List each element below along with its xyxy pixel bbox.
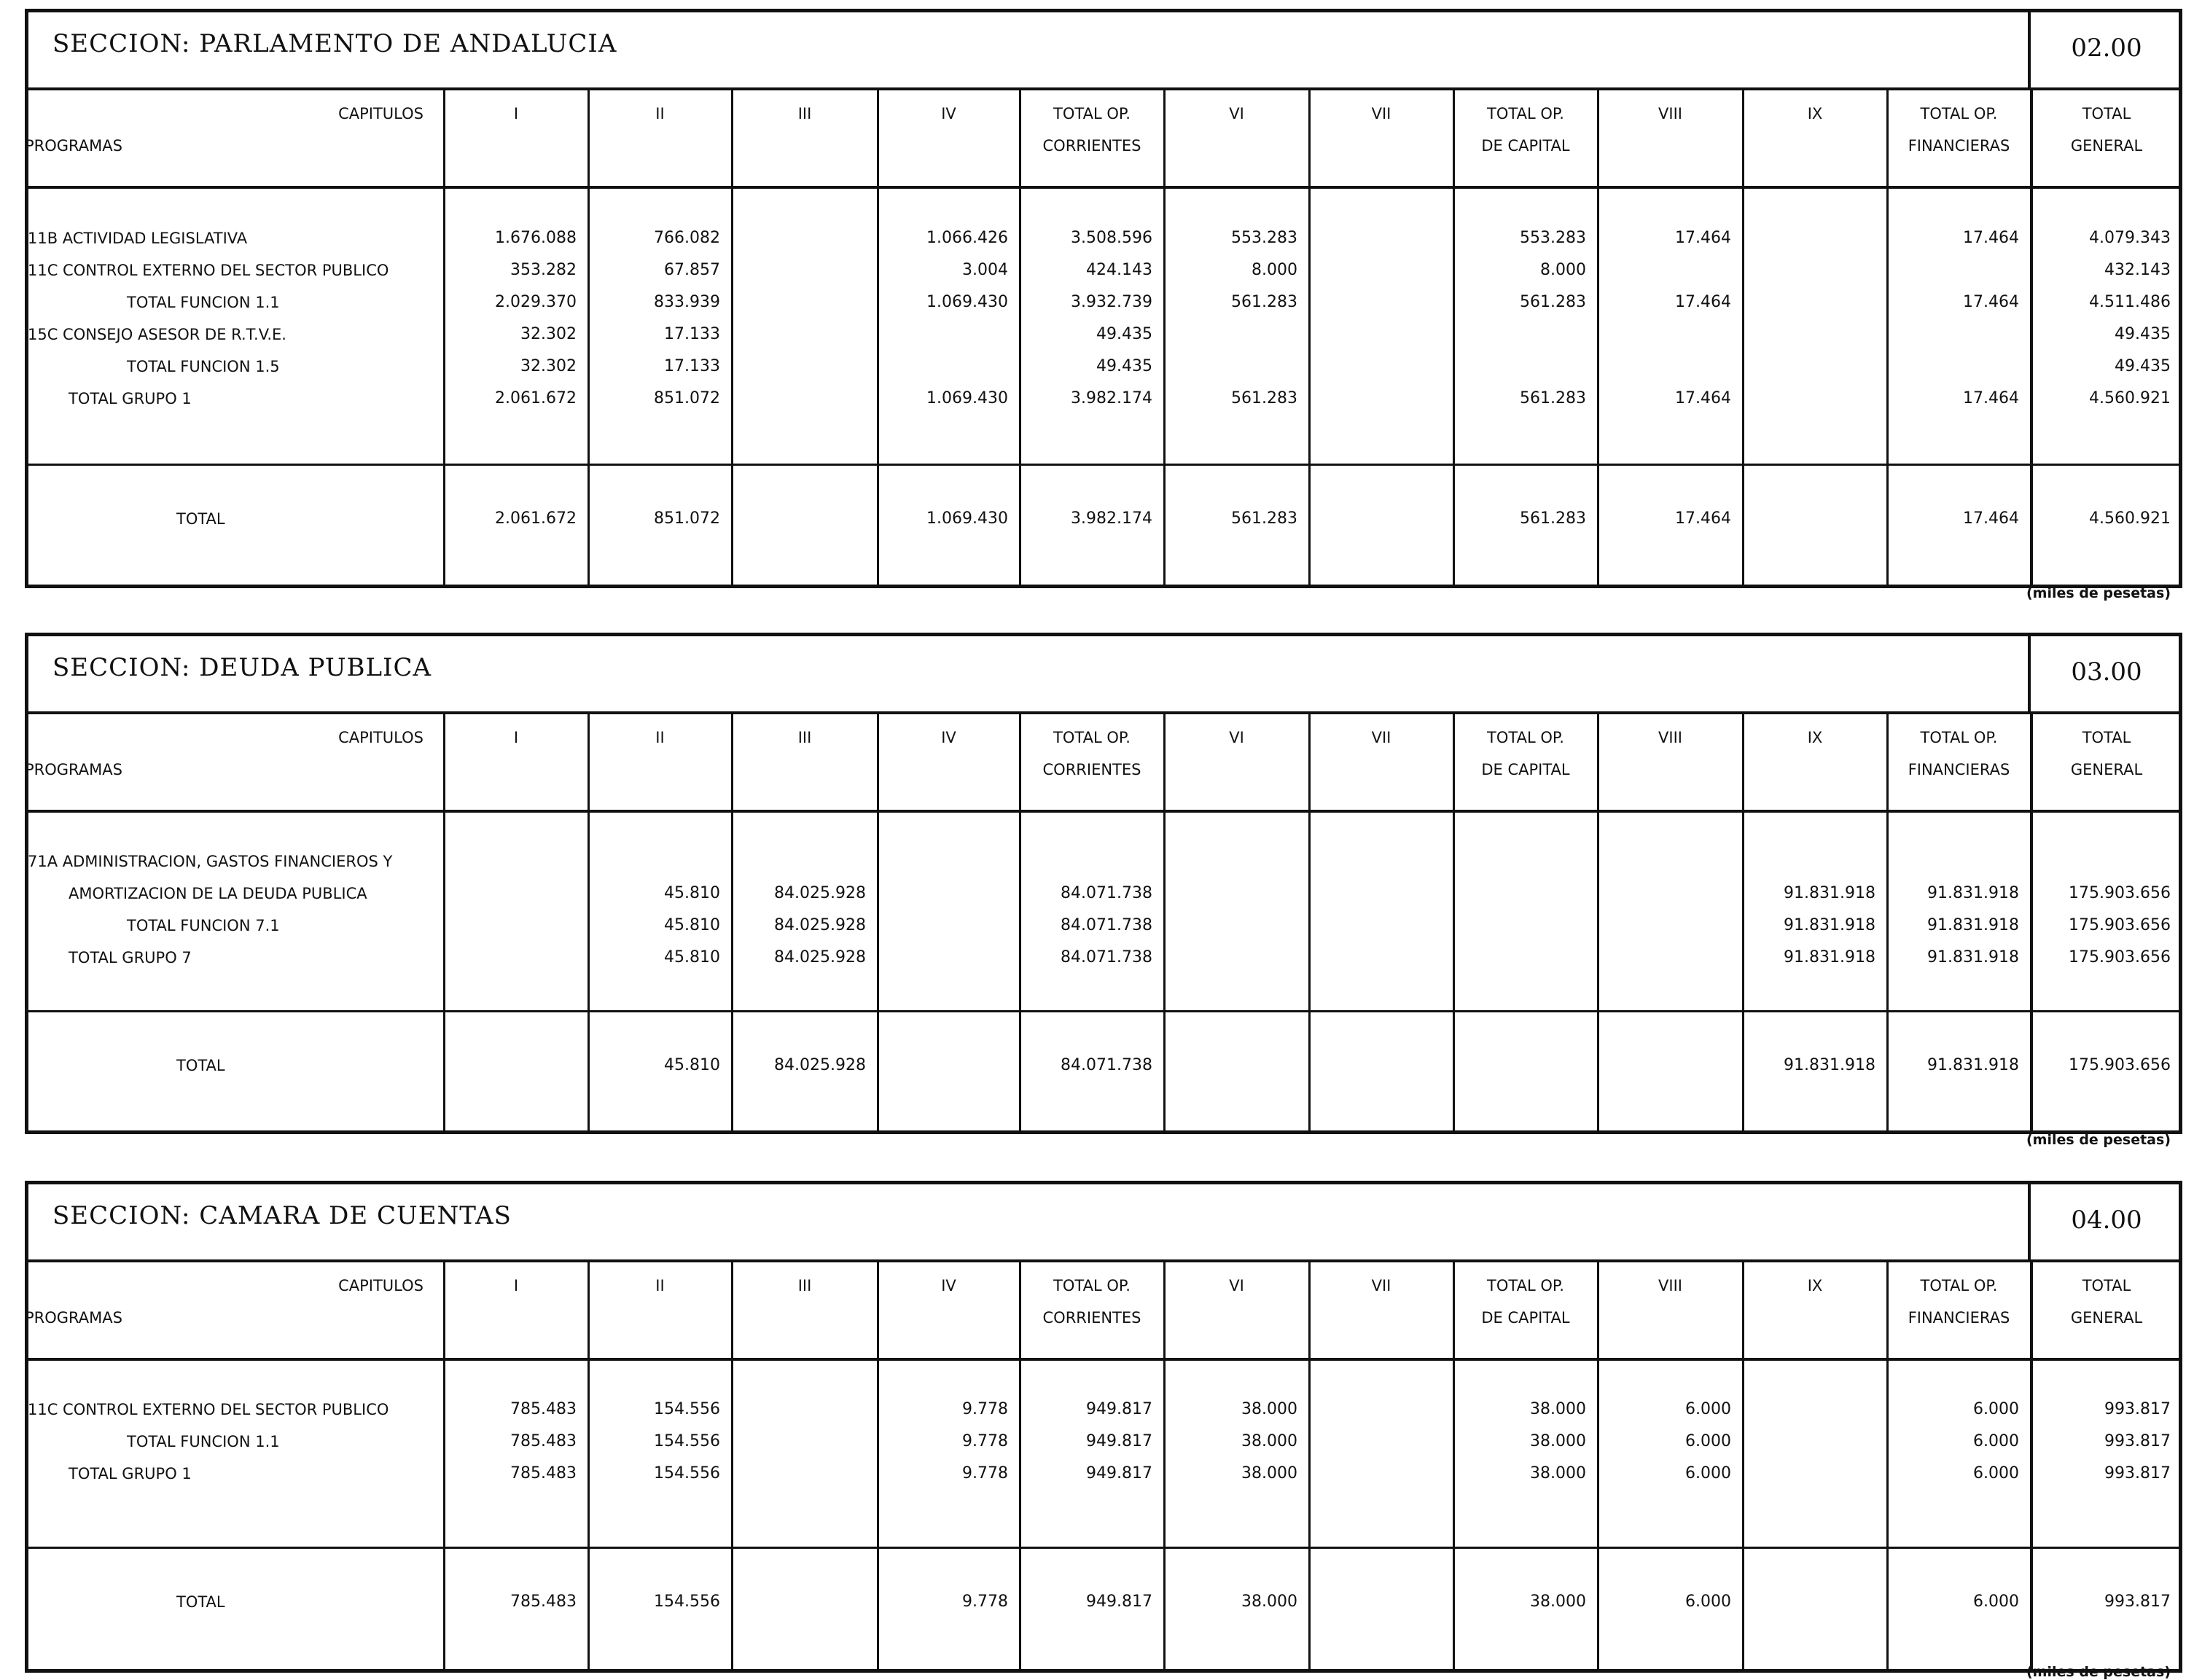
column-header-line: VII <box>1371 1277 1391 1294</box>
value-cell: 785.483 <box>510 1464 577 1482</box>
value-cell: 9.778 <box>962 1400 1008 1418</box>
value-cell: 6.000 <box>1973 1400 2019 1418</box>
value-cell: 49.435 <box>2115 357 2171 375</box>
total-value-cell: 6.000 <box>1973 1593 2019 1611</box>
column-header-line: II <box>655 105 665 122</box>
value-cell: 2.061.672 <box>495 389 577 407</box>
total-row <box>25 1586 2182 1618</box>
column-header-line: TOTAL OP. <box>1053 729 1131 746</box>
total-value-cell: 785.483 <box>510 1593 577 1611</box>
value-cell: 84.025.928 <box>774 916 866 934</box>
section-title: SECCION: PARLAMENTO DE ANDALUCIA <box>52 29 617 58</box>
program-label: TOTAL GRUPO 1 <box>69 1465 192 1482</box>
value-cell: 17.464 <box>1963 389 2019 407</box>
column-header <box>1164 98 1309 130</box>
column-header <box>1598 722 1743 754</box>
value-cell: 175.903.656 <box>2069 884 2171 902</box>
column-header <box>444 1270 588 1302</box>
value-cell: 17.464 <box>1963 229 2019 247</box>
value-cell: 17.464 <box>1675 229 1731 247</box>
value-cell: 32.302 <box>520 357 577 375</box>
program-label: TOTAL GRUPO 1 <box>69 390 192 407</box>
total-separator <box>25 464 2182 466</box>
program-label: TOTAL FUNCION 1.1 <box>127 294 280 311</box>
column-header <box>588 98 732 130</box>
total-value-cell: 45.810 <box>664 1056 720 1074</box>
column-header-line: CORRIENTES <box>1042 761 1141 778</box>
section-header <box>25 9 2182 90</box>
capitulos-label <box>25 98 423 130</box>
value-cell: 8.000 <box>1252 261 1297 279</box>
column-header <box>1743 98 1887 130</box>
value-cell: 561.283 <box>1231 389 1297 407</box>
value-cell: 993.817 <box>2104 1464 2171 1482</box>
column-header-line: TOTAL OP. <box>1487 729 1564 746</box>
column-header-line: TOTAL <box>2082 105 2131 122</box>
value-cell: 17.464 <box>1675 389 1731 407</box>
column-header-line: VI <box>1229 729 1244 746</box>
value-cell: 17.133 <box>664 325 720 343</box>
column-header-line: TOTAL OP. <box>1920 1277 1998 1294</box>
value-cell: 3.932.739 <box>1071 293 1152 311</box>
unit-note: (miles de pesetas) <box>2026 585 2171 601</box>
value-cell: 4.560.921 <box>2089 389 2171 407</box>
value-cell: 553.283 <box>1231 229 1297 247</box>
value-cell: 6.000 <box>1973 1464 2019 1482</box>
column-header-line: VII <box>1371 729 1391 746</box>
total-value-cell: 993.817 <box>2104 1593 2171 1611</box>
column-header <box>732 98 878 130</box>
value-cell: 154.556 <box>654 1432 720 1450</box>
column-header-line: GENERAL <box>2070 761 2143 778</box>
total-value-cell: 4.560.921 <box>2089 509 2171 528</box>
total-separator <box>25 1547 2182 1549</box>
column-header <box>2031 98 2182 162</box>
column-header-line: VIII <box>1658 729 1682 746</box>
section-header <box>25 633 2182 714</box>
table-row <box>25 942 2182 974</box>
section-title: SECCION: DEUDA PUBLICA <box>52 653 432 682</box>
total-row <box>25 503 2182 535</box>
value-cell: 84.025.928 <box>774 948 866 966</box>
column-header-line: III <box>797 105 812 122</box>
value-cell: 45.810 <box>664 948 720 966</box>
table-row <box>25 383 2182 415</box>
unit-note: (miles de pesetas) <box>2026 1132 2171 1148</box>
value-cell: 1.069.430 <box>926 293 1008 311</box>
value-cell: 38.000 <box>1530 1432 1586 1450</box>
table-row <box>25 351 2182 383</box>
section-code: 03.00 <box>2028 633 2182 711</box>
column-header <box>588 1270 732 1302</box>
table-row <box>25 1458 2182 1490</box>
value-cell: 6.000 <box>1685 1400 1731 1418</box>
value-cell: 175.903.656 <box>2069 916 2171 934</box>
section-code: 04.00 <box>2028 1181 2182 1259</box>
column-header <box>1164 1270 1309 1302</box>
column-header <box>732 1270 878 1302</box>
total-value-cell: 2.061.672 <box>495 509 577 528</box>
column-header-line: FINANCIERAS <box>1908 761 2010 778</box>
column-header <box>1020 722 1164 786</box>
value-cell: 561.283 <box>1520 389 1586 407</box>
column-header <box>878 1270 1020 1302</box>
column-header-line: VI <box>1229 105 1244 122</box>
value-cell: 84.071.738 <box>1061 948 1152 966</box>
column-header <box>1598 1270 1743 1302</box>
column-header-row <box>25 711 2182 813</box>
unit-note: (miles de pesetas) <box>2026 1664 2171 1680</box>
table-row <box>25 1394 2182 1426</box>
column-header <box>1453 722 1598 786</box>
total-value-cell: 91.831.918 <box>1784 1056 1875 1074</box>
value-cell: 9.778 <box>962 1432 1008 1450</box>
budget-section <box>25 9 2182 588</box>
program-label: 11B ACTIVIDAD LEGISLATIVA <box>28 230 248 247</box>
value-cell: 1.066.426 <box>926 229 1008 247</box>
column-header-line: VIII <box>1658 105 1682 122</box>
value-cell: 91.831.918 <box>1784 884 1875 902</box>
column-header-line: TOTAL <box>2082 729 2131 746</box>
value-cell: 432.143 <box>2104 261 2171 279</box>
value-cell: 45.810 <box>664 884 720 902</box>
column-header-line: DE CAPITAL <box>1481 1309 1570 1327</box>
column-header-line: I <box>513 1277 519 1294</box>
value-cell: 49.435 <box>2115 325 2171 343</box>
value-cell: 785.483 <box>510 1400 577 1418</box>
column-header-line: I <box>513 729 519 746</box>
column-header-line: TOTAL OP. <box>1487 1277 1564 1294</box>
value-cell: 1.069.430 <box>926 389 1008 407</box>
program-label: TOTAL FUNCION 7.1 <box>127 917 280 934</box>
total-value-cell: 561.283 <box>1520 509 1586 528</box>
total-value-cell: 9.778 <box>962 1593 1008 1611</box>
section-title: SECCION: CAMARA DE CUENTAS <box>52 1201 512 1230</box>
table-row <box>25 910 2182 942</box>
total-value-cell: 6.000 <box>1685 1593 1731 1611</box>
column-header <box>1453 1270 1598 1334</box>
column-header <box>1020 98 1164 162</box>
programas-label <box>25 130 122 162</box>
table-row <box>25 319 2182 351</box>
column-header <box>1887 1270 2031 1334</box>
value-cell: 6.000 <box>1685 1432 1731 1450</box>
value-cell: 424.143 <box>1086 261 1152 279</box>
column-header-line: TOTAL OP. <box>1920 729 1998 746</box>
column-header <box>1309 722 1453 754</box>
capitulos-text: CAPITULOS <box>338 729 423 746</box>
total-value-cell: 91.831.918 <box>1927 1056 2019 1074</box>
value-cell: 38.000 <box>1530 1400 1586 1418</box>
value-cell: 8.000 <box>1540 261 1586 279</box>
total-label: TOTAL <box>176 510 225 528</box>
table-row <box>25 286 2182 319</box>
total-separator <box>25 1010 2182 1012</box>
value-cell: 91.831.918 <box>1927 916 2019 934</box>
table-row <box>25 878 2182 910</box>
column-header-line: III <box>797 729 812 746</box>
column-header-line: FINANCIERAS <box>1908 1309 2010 1327</box>
table-row <box>25 222 2182 254</box>
value-cell: 67.857 <box>664 261 720 279</box>
value-cell: 38.000 <box>1241 1400 1297 1418</box>
column-header-row <box>25 1259 2182 1361</box>
column-header-line: GENERAL <box>2070 137 2143 155</box>
value-cell: 4.511.486 <box>2089 293 2171 311</box>
column-header-line: II <box>655 1277 665 1294</box>
total-value-cell: 1.069.430 <box>926 509 1008 528</box>
value-cell: 91.831.918 <box>1927 884 2019 902</box>
budget-section <box>25 1181 2182 1673</box>
column-header <box>1887 98 2031 162</box>
value-cell: 84.071.738 <box>1061 916 1152 934</box>
value-cell: 91.831.918 <box>1784 916 1875 934</box>
column-header-line: VIII <box>1658 1277 1682 1294</box>
program-label: TOTAL GRUPO 7 <box>69 949 192 966</box>
column-header <box>878 722 1020 754</box>
total-value-cell: 84.071.738 <box>1061 1056 1152 1074</box>
value-cell: 3.508.596 <box>1071 229 1152 247</box>
column-header-line: TOTAL OP. <box>1920 105 1998 122</box>
program-label: 11C CONTROL EXTERNO DEL SECTOR PUBLICO <box>28 1401 389 1418</box>
programas-label <box>25 754 122 786</box>
column-header <box>1453 98 1598 162</box>
column-header-line: TOTAL OP. <box>1487 105 1564 122</box>
total-value-cell: 949.817 <box>1086 1593 1152 1611</box>
column-header-line: IX <box>1807 729 1823 746</box>
value-cell: 4.079.343 <box>2089 229 2171 247</box>
column-header-line: IV <box>941 105 956 122</box>
value-cell: 32.302 <box>520 325 577 343</box>
column-header <box>1743 722 1887 754</box>
value-cell: 17.464 <box>1963 293 2019 311</box>
value-cell: 1.676.088 <box>495 229 577 247</box>
value-cell: 949.817 <box>1086 1400 1152 1418</box>
capitulos-text: CAPITULOS <box>338 105 423 122</box>
section-header <box>25 1181 2182 1262</box>
total-value-cell: 154.556 <box>654 1593 720 1611</box>
column-header-line: VII <box>1371 105 1391 122</box>
value-cell: 84.025.928 <box>774 884 866 902</box>
column-header <box>878 98 1020 130</box>
total-value-cell: 851.072 <box>654 509 720 528</box>
value-cell: 3.982.174 <box>1071 389 1152 407</box>
column-header <box>1020 1270 1164 1334</box>
total-value-cell: 38.000 <box>1241 1593 1297 1611</box>
value-cell: 766.082 <box>654 229 720 247</box>
value-cell: 45.810 <box>664 916 720 934</box>
value-cell: 993.817 <box>2104 1432 2171 1450</box>
program-label: 11C CONTROL EXTERNO DEL SECTOR PUBLICO <box>28 262 389 279</box>
total-row <box>25 1050 2182 1082</box>
column-header-line: TOTAL OP. <box>1053 1277 1131 1294</box>
column-header-line: IX <box>1807 1277 1823 1294</box>
column-header <box>444 722 588 754</box>
total-value-cell: 17.464 <box>1675 509 1731 528</box>
value-cell: 561.283 <box>1231 293 1297 311</box>
value-cell: 785.483 <box>510 1432 577 1450</box>
value-cell: 851.072 <box>654 389 720 407</box>
column-header-line: DE CAPITAL <box>1481 761 1570 778</box>
value-cell: 993.817 <box>2104 1400 2171 1418</box>
program-label: 15C CONSEJO ASESOR DE R.T.V.E. <box>28 326 286 343</box>
capitulos-text: CAPITULOS <box>338 1277 423 1294</box>
column-header-line: IV <box>941 729 956 746</box>
value-cell: 6.000 <box>1685 1464 1731 1482</box>
program-label: TOTAL FUNCION 1.1 <box>127 1433 280 1450</box>
column-header <box>1743 1270 1887 1302</box>
total-value-cell: 175.903.656 <box>2069 1056 2171 1074</box>
value-cell: 91.831.918 <box>1784 948 1875 966</box>
table-row <box>25 254 2182 286</box>
total-label: TOTAL <box>176 1593 225 1611</box>
column-header-line: CORRIENTES <box>1042 137 1141 155</box>
total-label: TOTAL <box>176 1057 225 1074</box>
total-value-cell: 3.982.174 <box>1071 509 1152 528</box>
program-label: TOTAL FUNCION 1.5 <box>127 358 280 375</box>
value-cell: 353.282 <box>510 261 577 279</box>
column-header <box>2031 1270 2182 1334</box>
column-header-line: CORRIENTES <box>1042 1309 1141 1327</box>
column-header <box>1309 98 1453 130</box>
column-header-line: TOTAL <box>2082 1277 2131 1294</box>
column-header-line: VI <box>1229 1277 1244 1294</box>
column-header-line: DE CAPITAL <box>1481 137 1570 155</box>
total-value-cell: 561.283 <box>1231 509 1297 528</box>
value-cell: 949.817 <box>1086 1432 1152 1450</box>
value-cell: 84.071.738 <box>1061 884 1152 902</box>
value-cell: 553.283 <box>1520 229 1586 247</box>
column-header <box>732 722 878 754</box>
programas-text: PROGRAMAS <box>25 761 122 778</box>
column-header-line: TOTAL OP. <box>1053 105 1131 122</box>
column-header-line: IX <box>1807 105 1823 122</box>
column-header-line: GENERAL <box>2070 1309 2143 1327</box>
value-cell: 6.000 <box>1973 1432 2019 1450</box>
value-cell: 561.283 <box>1520 293 1586 311</box>
table-row <box>25 1426 2182 1458</box>
programas-text: PROGRAMAS <box>25 1309 122 1327</box>
value-cell: 49.435 <box>1096 325 1152 343</box>
column-header <box>1164 722 1309 754</box>
total-value-cell: 84.025.928 <box>774 1056 866 1074</box>
column-header-line: I <box>513 105 519 122</box>
column-header <box>444 98 588 130</box>
section-code: 02.00 <box>2028 9 2182 87</box>
column-header-line: IV <box>941 1277 956 1294</box>
column-header <box>1309 1270 1453 1302</box>
programas-label <box>25 1302 122 1334</box>
column-header <box>1598 98 1743 130</box>
value-cell: 833.939 <box>654 293 720 311</box>
value-cell: 17.133 <box>664 357 720 375</box>
value-cell: 154.556 <box>654 1400 720 1418</box>
value-cell: 175.903.656 <box>2069 948 2171 966</box>
value-cell: 91.831.918 <box>1927 948 2019 966</box>
column-header <box>1887 722 2031 786</box>
value-cell: 9.778 <box>962 1464 1008 1482</box>
value-cell: 2.029.370 <box>495 293 577 311</box>
value-cell: 17.464 <box>1675 293 1731 311</box>
value-cell: 38.000 <box>1530 1464 1586 1482</box>
total-value-cell: 17.464 <box>1963 509 2019 528</box>
value-cell: 49.435 <box>1096 357 1152 375</box>
programas-text: PROGRAMAS <box>25 137 122 155</box>
capitulos-label <box>25 722 423 754</box>
column-header-line: III <box>797 1277 812 1294</box>
column-header <box>588 722 732 754</box>
program-label: AMORTIZACION DE LA DEUDA PUBLICA <box>69 885 367 902</box>
value-cell: 154.556 <box>654 1464 720 1482</box>
program-label: 71A ADMINISTRACION, GASTOS FINANCIEROS Y <box>28 853 393 870</box>
column-header <box>2031 722 2182 786</box>
budget-section <box>25 633 2182 1134</box>
column-header-row <box>25 87 2182 189</box>
value-cell: 949.817 <box>1086 1464 1152 1482</box>
value-cell: 3.004 <box>962 261 1008 279</box>
value-cell: 38.000 <box>1241 1464 1297 1482</box>
column-header-line: II <box>655 729 665 746</box>
column-header-line: FINANCIERAS <box>1908 137 2010 155</box>
total-value-cell: 38.000 <box>1530 1593 1586 1611</box>
capitulos-label <box>25 1270 423 1302</box>
table-row <box>25 845 2182 878</box>
value-cell: 38.000 <box>1241 1432 1297 1450</box>
